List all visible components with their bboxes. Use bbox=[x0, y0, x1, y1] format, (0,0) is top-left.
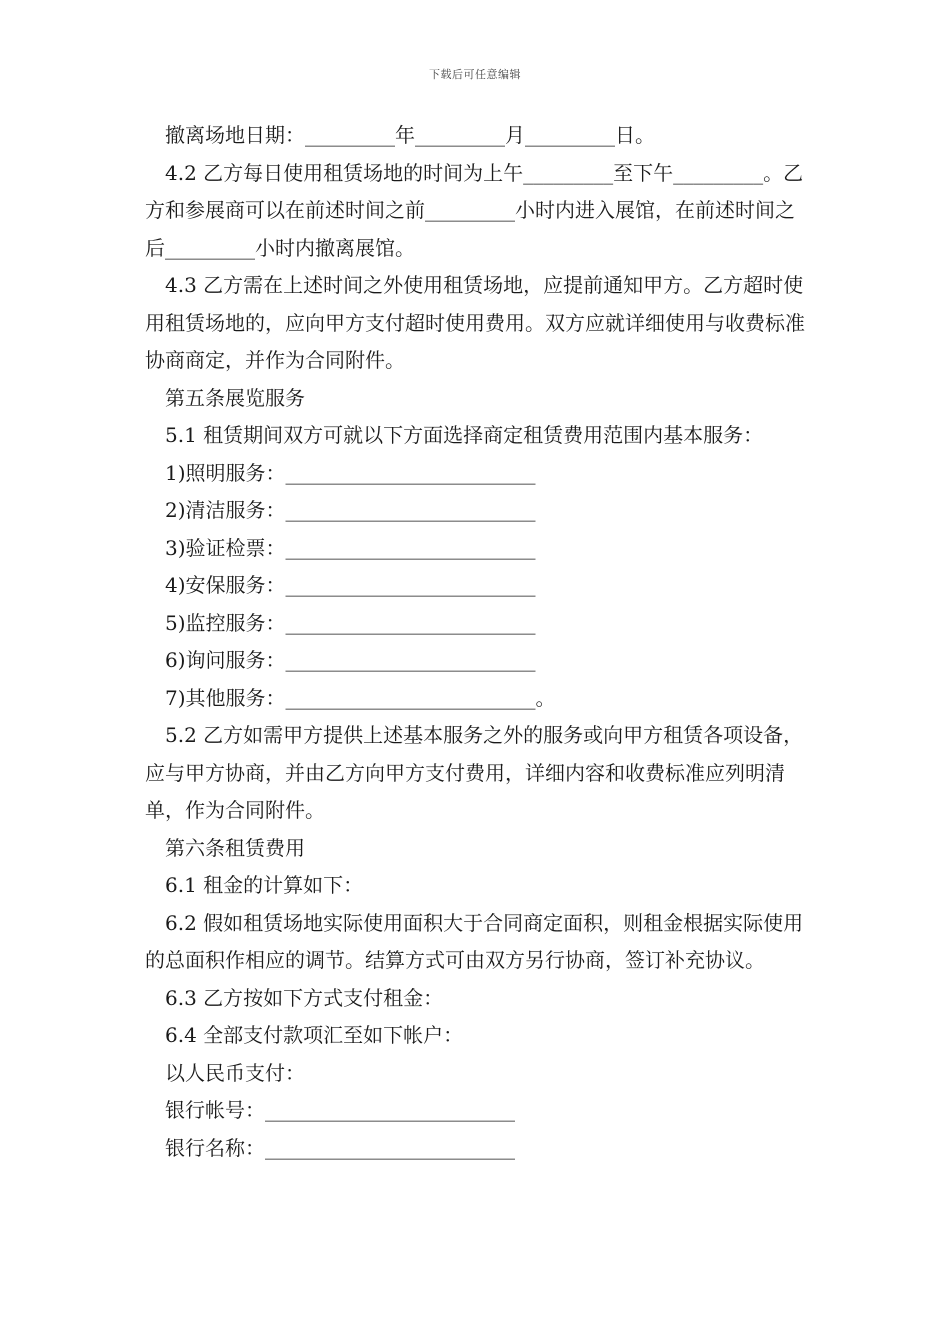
section-heading-5: 第五条展览服务 bbox=[165, 385, 305, 410]
service-item-cleaning: 2)清洁服务：_________________________ bbox=[165, 498, 536, 522]
payment-currency: 以人民币支付： bbox=[165, 1060, 305, 1085]
service-item-monitoring: 5)监控服务：_________________________ bbox=[165, 610, 536, 635]
paragraph-6-1: 6.1 租金的计算如下： bbox=[165, 873, 364, 897]
paragraph-4-2: 4.2 乙方每日使用租赁场地的时间为上午_________至下午_________。乙方和参展商可以在前述时间之前_________小时内进入展馆，在前述时间之后_________小时内撤离展馆。 bbox=[145, 160, 804, 260]
service-item-security: 4)安保服务：_________________________ bbox=[165, 573, 536, 597]
service-item-inquiry: 6)询问服务：_________________________ bbox=[165, 648, 536, 672]
paragraph-6-3: 6.3 乙方按如下方式支付租金： bbox=[165, 985, 444, 1010]
service-item-lighting: 1)照明服务：_________________________ bbox=[165, 460, 536, 485]
document-body bbox=[145, 117, 805, 1167]
bank-name-line: 银行名称：_________________________ bbox=[165, 1135, 515, 1160]
paragraph-withdrawal-date: 撤离场地日期：_________年_________月_________日。 bbox=[165, 123, 655, 147]
service-item-other: 7)其他服务：_________________________。 bbox=[165, 685, 556, 710]
paragraph-5-2: 5.2 乙方如需甲方提供上述基本服务之外的服务或向甲方租赁各项设备，应与甲方协商，并由乙方向甲方支付费用，详细内容和收费标准应列明清单，作为合同附件。 bbox=[145, 723, 804, 822]
paragraph-5-1: 5.1 租赁期间双方可就以下方面选择商定租赁费用范围内基本服务： bbox=[165, 423, 764, 447]
page-header: 下载后可任意编辑 bbox=[429, 68, 521, 81]
bank-account-line: 银行帐号：_________________________ bbox=[165, 1098, 515, 1122]
paragraph-4-3: 4.3 乙方需在上述时间之外使用租赁场地，应提前通知甲方。乙方超时使用租赁场地的，应向甲方支付超时使用费用。双方应就详细使用与收费标准协商商定，并作为合同附件。 bbox=[145, 273, 805, 372]
paragraph-6-4: 6.4 全部支付款项汇至如下帐户： bbox=[165, 1023, 464, 1047]
paragraph-6-2: 6.2 假如租赁场地实际使用面积大于合同商定面积，则租金根据实际使用的总面积作相应的调节。结算方式可由双方另行协商，签订补充协议。 bbox=[145, 910, 804, 972]
section-heading-6: 第六条租赁费用 bbox=[165, 835, 305, 860]
service-item-ticket-check: 3)验证检票：_________________________ bbox=[165, 535, 536, 560]
